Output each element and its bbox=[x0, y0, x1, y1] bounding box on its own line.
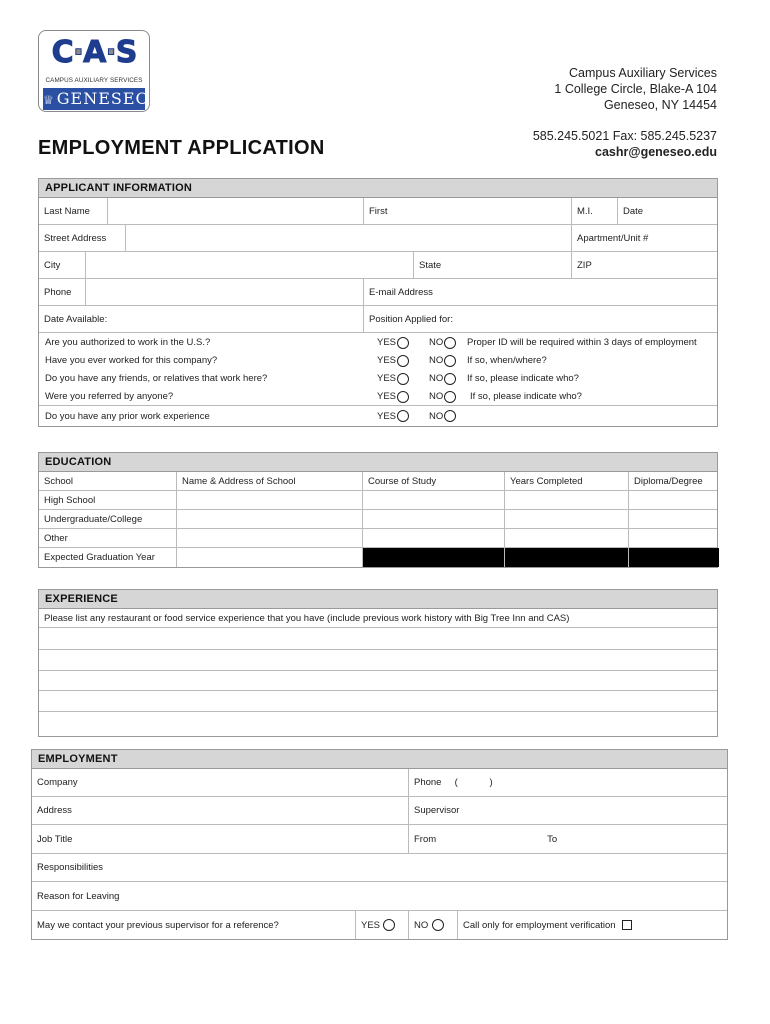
experience-prompt-row bbox=[39, 609, 717, 628]
q5-no[interactable] bbox=[429, 406, 456, 426]
experience-line[interactable] bbox=[39, 712, 717, 736]
date-available-label: Date Available: bbox=[44, 313, 108, 325]
contact-row bbox=[32, 911, 727, 939]
street-label: Street Address bbox=[44, 232, 107, 244]
job-title-row bbox=[32, 825, 727, 854]
apartment-label: Apartment/Unit # bbox=[577, 232, 649, 244]
graduation-year-field[interactable] bbox=[176, 548, 362, 567]
radio-icon[interactable] bbox=[444, 355, 456, 367]
diploma-field[interactable] bbox=[628, 510, 719, 528]
address-row bbox=[32, 797, 727, 825]
phone-field[interactable] bbox=[85, 279, 363, 305]
cas-geneseo-logo bbox=[38, 30, 150, 112]
from-label: From bbox=[414, 833, 437, 845]
date-available-field[interactable] bbox=[39, 306, 363, 332]
date-label: Date bbox=[623, 205, 644, 217]
questions-block bbox=[39, 333, 717, 426]
supervisor-field[interactable] bbox=[408, 797, 729, 824]
no-label: NO bbox=[429, 410, 444, 422]
blocked-cell bbox=[362, 548, 504, 567]
employer-phone-field[interactable] bbox=[408, 769, 729, 796]
years-field[interactable] bbox=[504, 529, 628, 547]
diploma-field[interactable] bbox=[628, 491, 719, 509]
name-row bbox=[39, 198, 717, 225]
phone-fax: 585.245.5021 Fax: 585.245.5237 bbox=[532, 129, 717, 143]
availability-row bbox=[39, 306, 717, 333]
diploma-field[interactable] bbox=[628, 529, 719, 547]
experience-prompt: Please list any restaurant or food service experience that you have (include previous work history with Big Tree Inn and CAS) bbox=[44, 612, 570, 624]
org-contact bbox=[533, 128, 717, 160]
address-line-2: Geneseo, NY 14454 bbox=[603, 98, 717, 112]
radio-icon[interactable] bbox=[397, 355, 409, 367]
employment-heading: EMPLOYMENT bbox=[32, 750, 727, 769]
first-name-label: First bbox=[369, 205, 388, 217]
street-row bbox=[39, 225, 717, 252]
yes-label: YES bbox=[377, 410, 397, 422]
yes-label: YES bbox=[361, 919, 381, 931]
radio-icon[interactable] bbox=[444, 410, 456, 422]
school-name-field[interactable] bbox=[176, 510, 362, 528]
yes-label: YES bbox=[377, 391, 397, 402]
company-row bbox=[32, 769, 727, 797]
radio-icon[interactable] bbox=[397, 410, 409, 422]
row-label: High School bbox=[44, 494, 96, 506]
q5-yes[interactable] bbox=[377, 406, 409, 426]
radio-icon[interactable] bbox=[432, 919, 444, 931]
employment-section bbox=[31, 749, 728, 940]
no-label: NO bbox=[429, 391, 444, 402]
education-row-graduation bbox=[39, 548, 717, 567]
radio-icon[interactable] bbox=[397, 337, 409, 349]
date-field[interactable] bbox=[617, 198, 719, 224]
last-name-field[interactable] bbox=[107, 198, 363, 224]
q1-no[interactable] bbox=[429, 333, 456, 352]
company-field[interactable] bbox=[32, 769, 408, 796]
phone-label: Phone bbox=[44, 286, 72, 298]
experience-heading: EXPERIENCE bbox=[39, 590, 717, 609]
question-1: Are you authorized to work in the U.S.? bbox=[45, 337, 211, 348]
supervisor-label: Supervisor bbox=[414, 805, 460, 816]
employer-address-field[interactable] bbox=[32, 797, 408, 824]
education-heading: EDUCATION bbox=[39, 453, 717, 472]
q2-yes[interactable] bbox=[377, 351, 409, 370]
yes-label: YES bbox=[377, 373, 397, 384]
logo-subtitle: CAMPUS AUXILIARY SERVICES bbox=[45, 77, 143, 84]
city-row bbox=[39, 252, 717, 279]
course-field[interactable] bbox=[362, 510, 504, 528]
experience-line[interactable] bbox=[39, 671, 717, 691]
mi-label: M.I. bbox=[577, 205, 593, 217]
reason-label: Reason for Leaving bbox=[37, 890, 120, 902]
q4-no[interactable] bbox=[429, 387, 456, 406]
col-name-address: Name & Address of School bbox=[176, 472, 362, 490]
col-years: Years Completed bbox=[504, 472, 628, 490]
street-field[interactable] bbox=[125, 225, 571, 251]
org-name: Campus Auxiliary Services bbox=[569, 66, 717, 80]
last-name-label: Last Name bbox=[44, 205, 90, 217]
experience-line[interactable] bbox=[39, 628, 717, 650]
no-label: NO bbox=[414, 919, 429, 931]
logo-geneseo-banner bbox=[43, 88, 150, 110]
mi-field[interactable] bbox=[571, 198, 617, 224]
employer-phone-label: Phone ( ) bbox=[414, 777, 493, 788]
first-name-field[interactable] bbox=[363, 198, 571, 224]
org-email: cashr@geneseo.edu bbox=[595, 145, 717, 159]
zip-field[interactable] bbox=[571, 252, 719, 278]
logo-school: GENESEO bbox=[56, 89, 150, 108]
q3-yes[interactable] bbox=[377, 369, 409, 388]
radio-icon[interactable] bbox=[444, 391, 456, 403]
q3-note: If so, please indicate who? bbox=[467, 373, 579, 384]
q2-note: If so, when/where? bbox=[467, 355, 547, 366]
org-address bbox=[554, 65, 717, 113]
email-field[interactable] bbox=[363, 279, 719, 305]
radio-icon[interactable] bbox=[383, 919, 395, 931]
reason-field[interactable] bbox=[32, 882, 729, 910]
row-label: Undergraduate/College bbox=[44, 513, 143, 525]
responsibilities-label: Responsibilities bbox=[37, 862, 104, 873]
job-title-field[interactable] bbox=[32, 825, 408, 853]
experience-section bbox=[38, 589, 718, 737]
apartment-field[interactable] bbox=[571, 225, 719, 251]
radio-icon[interactable] bbox=[444, 337, 456, 349]
school-name-field[interactable] bbox=[176, 491, 362, 509]
q1-yes[interactable] bbox=[377, 333, 409, 352]
company-label: Company bbox=[37, 777, 78, 788]
radio-icon[interactable] bbox=[397, 391, 409, 403]
row-label: Other bbox=[44, 532, 68, 544]
radio-icon[interactable] bbox=[444, 373, 456, 385]
blocked-cell bbox=[504, 548, 628, 567]
position-label: Position Applied for: bbox=[369, 313, 453, 325]
dates-field[interactable] bbox=[408, 825, 729, 853]
question-4: Were you referred by anyone? bbox=[45, 391, 174, 402]
to-label: To bbox=[547, 833, 558, 845]
state-field[interactable] bbox=[413, 252, 571, 278]
blocked-cell bbox=[628, 548, 719, 567]
email-label: E-mail Address bbox=[369, 286, 433, 298]
verification-label: Call only for employment verification bbox=[463, 919, 616, 931]
responsibilities-row bbox=[32, 854, 727, 882]
employer-address-label: Address bbox=[37, 805, 72, 816]
city-field[interactable] bbox=[85, 252, 413, 278]
phone-row bbox=[39, 279, 717, 306]
responsibilities-field[interactable] bbox=[32, 854, 729, 881]
contact-question: May we contact your previous supervisor for a reference? bbox=[37, 919, 279, 931]
experience-line[interactable] bbox=[39, 650, 717, 671]
col-diploma: Diploma/Degree bbox=[628, 472, 719, 490]
reason-row bbox=[32, 882, 727, 911]
question-5: Do you have any prior work experience bbox=[45, 410, 210, 422]
school-name-field[interactable] bbox=[176, 529, 362, 547]
question-3: Do you have any friends, or relatives that work here? bbox=[45, 373, 268, 384]
city-label: City bbox=[44, 259, 61, 271]
education-section bbox=[38, 452, 718, 568]
col-course: Course of Study bbox=[362, 472, 504, 490]
position-field[interactable] bbox=[363, 306, 719, 332]
experience-line[interactable] bbox=[39, 691, 717, 712]
yes-label: YES bbox=[377, 355, 397, 366]
q1-note: Proper ID will be required within 3 days of employment bbox=[467, 337, 697, 348]
course-field[interactable] bbox=[362, 491, 504, 509]
education-row-other bbox=[39, 529, 717, 548]
row-label: Expected Graduation Year bbox=[44, 552, 155, 563]
checkbox-icon[interactable] bbox=[622, 920, 632, 930]
job-title-label: Job Title bbox=[37, 833, 73, 845]
education-row-high-school bbox=[39, 491, 717, 510]
applicant-heading: APPLICANT INFORMATION bbox=[39, 179, 717, 198]
verification-option[interactable] bbox=[457, 911, 729, 939]
course-field[interactable] bbox=[362, 529, 504, 547]
years-field[interactable] bbox=[504, 491, 628, 509]
contact-yes[interactable] bbox=[355, 911, 408, 939]
zip-label: ZIP bbox=[577, 259, 592, 271]
logo-cas-text: C·A·S bbox=[51, 35, 137, 70]
q4-note: If so, please indicate who? bbox=[470, 391, 582, 402]
q3-no[interactable] bbox=[429, 369, 456, 388]
col-school: School bbox=[44, 475, 74, 487]
question-2: Have you ever worked for this company? bbox=[45, 355, 218, 366]
crest-icon: ♕ bbox=[43, 93, 55, 107]
no-label: NO bbox=[429, 373, 444, 384]
radio-icon[interactable] bbox=[397, 373, 409, 385]
state-label: State bbox=[419, 259, 442, 271]
q2-no[interactable] bbox=[429, 351, 456, 370]
education-header-row bbox=[39, 472, 717, 491]
contact-no[interactable] bbox=[408, 911, 457, 939]
education-row-college bbox=[39, 510, 717, 529]
yes-label: YES bbox=[377, 337, 397, 348]
page-title: EMPLOYMENT APPLICATION bbox=[38, 137, 325, 159]
address-line-1: 1 College Circle, Blake-A 104 bbox=[554, 82, 717, 96]
years-field[interactable] bbox=[504, 510, 628, 528]
applicant-information-section bbox=[38, 178, 718, 427]
q4-yes[interactable] bbox=[377, 387, 409, 406]
no-label: NO bbox=[429, 355, 444, 366]
no-label: NO bbox=[429, 337, 444, 348]
